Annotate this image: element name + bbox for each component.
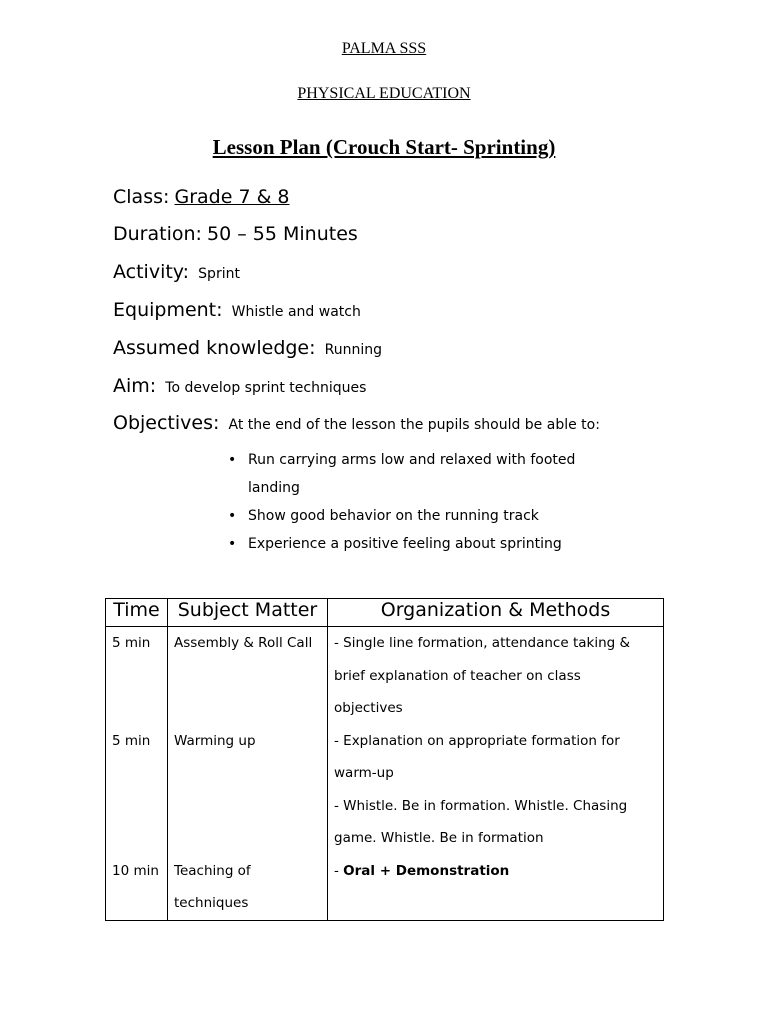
time-cell	[106, 627, 168, 921]
aim-value: To develop sprint techniques	[165, 380, 367, 396]
objectives-field	[113, 412, 600, 434]
method-emphasis: Oral + Demonstration	[343, 862, 510, 879]
time-entry: 5 min	[112, 732, 151, 749]
method-prefix: -	[334, 862, 344, 879]
subject-heading: PHYSICAL EDUCATION	[297, 85, 471, 102]
aim-label: Aim:	[113, 375, 157, 397]
method-entry	[334, 855, 657, 888]
objectives-list	[228, 446, 648, 558]
class-label: Class:	[113, 186, 170, 208]
method-entry: brief explanation of teacher on class	[334, 667, 581, 684]
objective-text: Show good behavior on the running track	[248, 508, 539, 524]
equipment-field	[113, 299, 361, 321]
assumed-knowledge-field	[113, 337, 382, 359]
bullet-icon: •	[228, 452, 237, 468]
list-item	[228, 530, 648, 558]
method-entry: - Single line formation, attendance taking &	[334, 635, 631, 651]
objectives-intro: At the end of the lesson the pupils should be able to:	[228, 417, 600, 433]
table-header-row	[106, 599, 664, 627]
method-entry: objectives	[334, 700, 403, 716]
column-header-organization-methods: Organization & Methods	[328, 599, 664, 627]
equipment-label: Equipment:	[113, 299, 223, 321]
method-entry: - Explanation on appropriate formation for	[334, 732, 620, 749]
method-entry: - Whistle. Be in formation. Whistle. Chasing	[334, 797, 628, 814]
subject-entry: Assembly & Roll Call	[174, 635, 313, 651]
assumed-knowledge-label: Assumed knowledge:	[113, 337, 316, 359]
school-name: PALMA SSS	[341, 40, 427, 57]
bullet-icon: •	[228, 508, 237, 524]
objective-text: landing	[248, 480, 300, 496]
list-item	[228, 502, 648, 530]
column-header-time: Time	[106, 599, 168, 627]
method-entry: game. Whistle. Be in formation	[334, 830, 544, 846]
activity-field	[113, 261, 240, 283]
assumed-knowledge-value: Running	[324, 342, 382, 358]
objective-text: Run carrying arms low and relaxed with footed	[248, 452, 576, 468]
table-row	[106, 627, 664, 921]
duration-field	[113, 223, 358, 245]
list-item	[228, 446, 648, 502]
time-entry: 5 min	[112, 635, 151, 651]
lesson-plan-table	[105, 598, 664, 921]
aim-field	[113, 375, 366, 397]
column-header-subject-matter: Subject Matter	[168, 599, 328, 627]
subject-entry: techniques	[174, 895, 249, 911]
class-value: Grade 7 & 8	[174, 186, 290, 208]
activity-value: Sprint	[198, 266, 240, 282]
subject-entry: Teaching of	[174, 862, 251, 879]
duration-value: 50 – 55 Minutes	[207, 223, 358, 245]
duration-label: Duration:	[113, 223, 202, 245]
subject-matter-cell	[168, 627, 328, 921]
organization-methods-cell	[328, 627, 664, 921]
page-title: Lesson Plan (Crouch Start- Sprinting)	[212, 135, 556, 159]
time-entry: 10 min	[112, 862, 159, 879]
objective-text: Experience a positive feeling about sprinting	[248, 536, 562, 552]
objectives-label: Objectives:	[113, 412, 220, 434]
activity-label: Activity:	[113, 261, 190, 283]
subject-entry: Warming up	[174, 732, 256, 749]
class-field	[113, 186, 290, 208]
equipment-value: Whistle and watch	[231, 304, 361, 320]
method-entry: warm-up	[334, 765, 394, 781]
bullet-icon: •	[228, 536, 237, 552]
